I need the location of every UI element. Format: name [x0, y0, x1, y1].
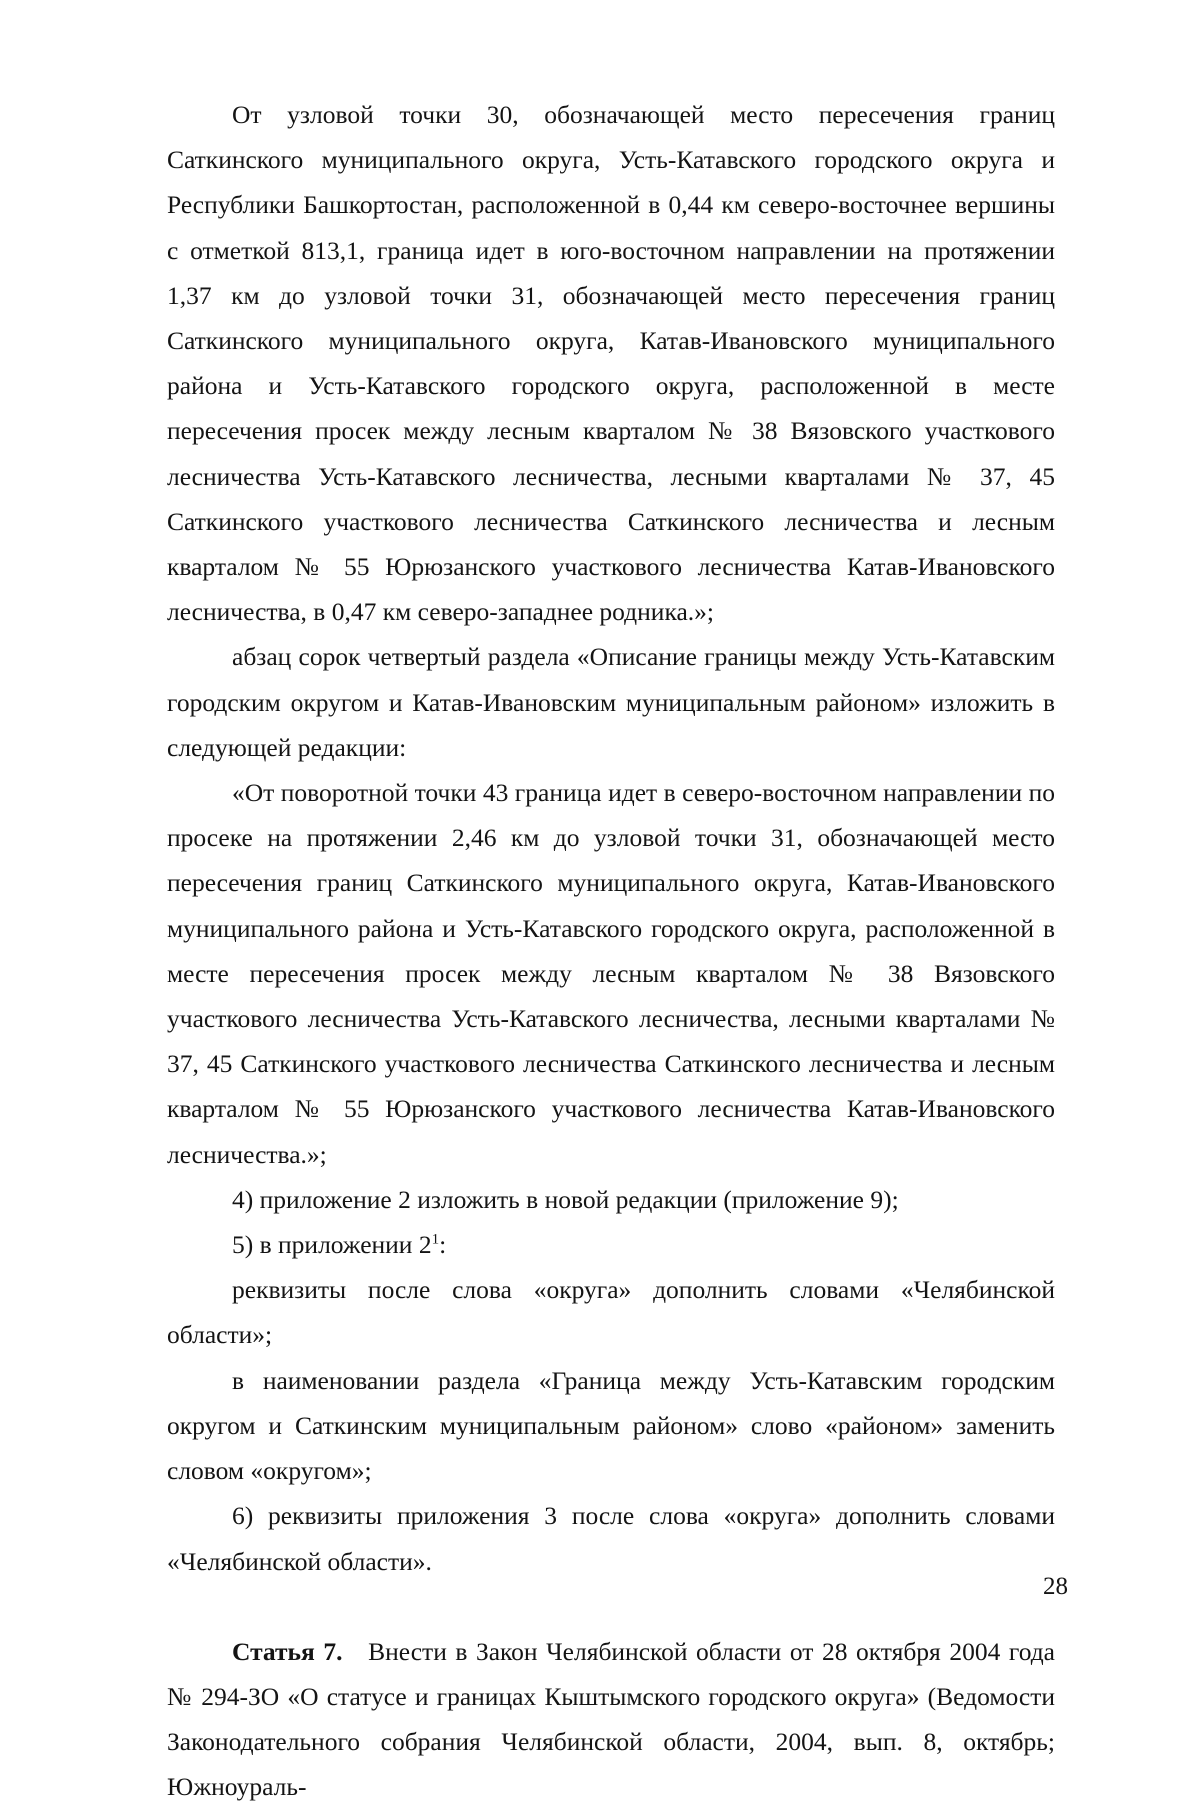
paragraph-requisites: реквизиты после слова «округа» дополнить словами «Челябинской области»;: [167, 1275, 1055, 1350]
paragraph-amendment-44: абзац сорок четвертый раздела «Описание границы между Усть-Катавским городским округом и Катав-Ивановским муниципальным районом» изложить в следующей редакции:: [167, 642, 1055, 762]
item-5-text: 5) в приложении 2: [232, 1230, 432, 1260]
paragraph-item-4: 4) приложение 2 изложить в новой редакции (приложение 9);: [232, 1184, 899, 1214]
article-7-label: Статья 7.: [232, 1636, 343, 1666]
paragraph-boundary-point-30: От узловой точки 30, обозначающей место пересечения границ Саткинского муниципального округа, Усть-Катавского городского округа и Республики Башкортостан, расположенной в 0,44 км северо-восточнее вершины с отметкой 813,1, граница идет в юго-восточном направлении на протяжении 1,37 км до узловой точки 31, обозначающей место пересечения границ Саткинского муниципального округа, Катав-Ивановского муниципального района и Усть-Катавского городского округа, расположенной в месте пересечения просек между лесным кварталом № 38 Вязовского участкового лесничества Усть-Катавского лесничества, лесными кварталами № 37, 45 Саткинского участкового лесничества Саткинского лесничества и лесным кварталом № 55 Юрюзанского участкового лесничества Катав-Ивановского лесничества, в 0,47 км северо-западнее родника.»;: [167, 100, 1055, 627]
page-number: 28: [1043, 1573, 1068, 1600]
article-7-text: Внести в Закон Челябинской области от 28 октября 2004 года № 294-ЗО «О статусе и границах Кыштымского городского округа» (Ведомости Законодательного собрания Челябинской области, 2004, вып. 8, октябрь; Южноураль-: [167, 1636, 1055, 1802]
paragraph-item-5: [167, 1222, 1055, 1267]
item-5-superscript: 1: [431, 1231, 440, 1248]
document-body: [167, 92, 1055, 1810]
item-5-colon: :: [439, 1230, 447, 1260]
paragraph-boundary-point-43: «От поворотной точки 43 граница идет в северо-восточном направлении по просеке на протяжении 2,46 км до узловой точки 31, обозначающей место пересечения границ Саткинского муниципального округа, Катав-Ивановского муниципального района и Усть-Катавского городского округа, расположенной в месте пересечения просек между лесным кварталом № 38 Вязовского участкового лесничества Усть-Катавского лесничества, лесными кварталами № 37, 45 Саткинского участкового лесничества Саткинского лесничества и лесным кварталом № 55 Юрюзанского участкового лесничества Катав-Ивановского лесничества.»;: [167, 778, 1055, 1169]
article-7-paragraph: [167, 1629, 1055, 1810]
paragraph-item-6: 6) реквизиты приложения 3 после слова «округа» дополнить словами «Челябинской области».: [167, 1501, 1055, 1576]
paragraph-section-name: в наименовании раздела «Граница между Усть-Катавским городским округом и Саткинским муниципальным районом» слово «районом» заменить словом «округом»;: [167, 1365, 1055, 1486]
